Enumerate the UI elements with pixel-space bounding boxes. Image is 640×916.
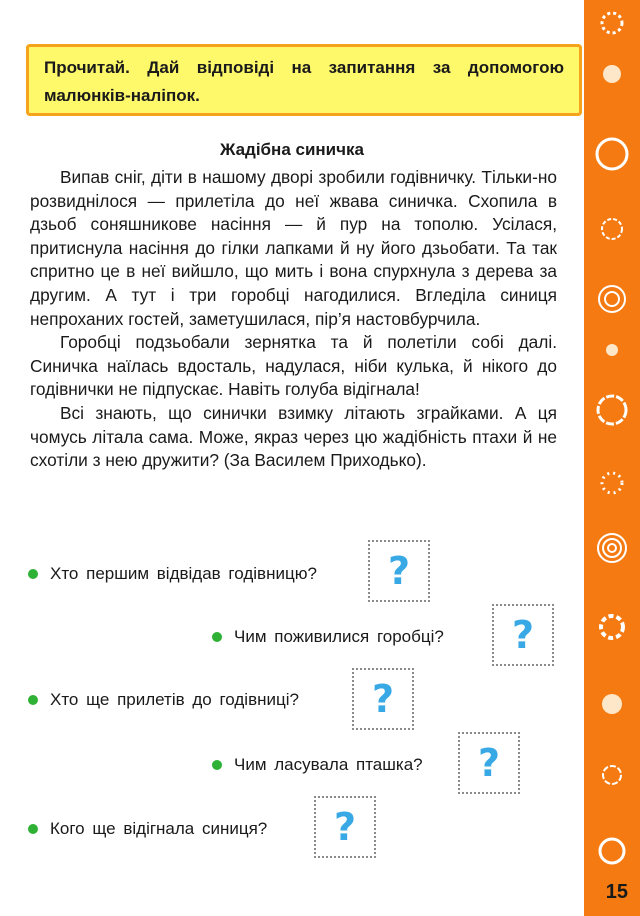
question-mark-icon: ?	[477, 741, 501, 785]
sun-outline-icon	[595, 610, 629, 644]
concentric-rings-icon	[594, 530, 630, 566]
question-item	[28, 819, 267, 839]
dot-icon	[598, 690, 626, 718]
flower-outline-icon	[597, 214, 627, 244]
dotted-circle-icon	[597, 8, 627, 38]
question-item	[212, 755, 423, 775]
dot-icon	[600, 62, 624, 86]
dotted-circle-icon	[597, 468, 627, 498]
ring-icon	[595, 834, 629, 868]
question-item	[28, 690, 299, 710]
question-mark-icon: ?	[511, 613, 535, 657]
sticker-placeholder[interactable]	[492, 604, 554, 666]
story-paragraph: Горобці подзьобали зернятка та й полетіли собі далі. Синичка наїлась вдосталь, надулася, ніби кулька, й нікого до годівнички не підпускає. Навіть голуба відігнала!	[30, 332, 557, 400]
bullet-dot-icon	[212, 760, 222, 770]
side-decoration-strip	[584, 0, 640, 916]
bullet-dot-icon	[212, 632, 222, 642]
spiral-icon	[597, 760, 627, 790]
question-mark-icon: ?	[371, 677, 395, 721]
bullet-dot-icon	[28, 569, 38, 579]
question-text: Хто ще прилетів до годівниці?	[50, 690, 299, 709]
story-paragraph: Всі знають, що синички взимку літають зграйками. А ця чомусь літала сама. Може, якраз через цю жадібність птахи й не схотіли з нею дружити? (За Василем Приходько).	[30, 402, 557, 471]
bullet-dot-icon	[28, 824, 38, 834]
page-number: 15	[605, 881, 628, 903]
question-item	[212, 627, 444, 647]
sticker-placeholder[interactable]	[368, 540, 430, 602]
double-ring-icon	[595, 282, 629, 316]
question-mark-icon: ?	[333, 805, 357, 849]
bullet-dot-icon	[28, 695, 38, 705]
story-title: Жадібна синичка	[220, 140, 364, 159]
cloud-outline-icon	[592, 390, 632, 430]
instruction-banner	[26, 44, 582, 116]
question-text: Чим ласувала пташка?	[234, 755, 423, 774]
question-text: Чим поживилися горобці?	[234, 627, 444, 646]
question-mark-icon: ?	[387, 549, 411, 593]
question-text: Кого ще відігнала синиця?	[50, 819, 268, 838]
instruction-text: Прочитай. Дай відповіді на запитання за допомогою малюнків-наліпок.	[44, 58, 564, 105]
question-item	[28, 564, 317, 584]
sticker-placeholder[interactable]	[314, 796, 376, 858]
ring-icon	[592, 134, 632, 174]
story-paragraph: Випав сніг, діти в нашому дворі зробили годівничку. Тільки-но розвиднілося — прилетіла до неї жвава синичка. Схопила в дзьоб соняшникове насіння — й пур на тополю. Усілася, притиснула насіння до гілки лапками й ну його дзьобати. Та так спритно це в неї вийшло, що мить і вона спурхнула з дерева за другим. А тут і три горобці нагодилися. Вгледіла синиця непроханих гостей, заметушилася, пір’я настовбурчила.	[30, 167, 557, 329]
sticker-placeholder[interactable]	[458, 732, 520, 794]
sticker-placeholder[interactable]	[352, 668, 414, 730]
question-text: Хто першим відвідав годівницю?	[50, 564, 317, 583]
story-text	[30, 166, 557, 473]
small-dot-icon	[602, 340, 622, 360]
